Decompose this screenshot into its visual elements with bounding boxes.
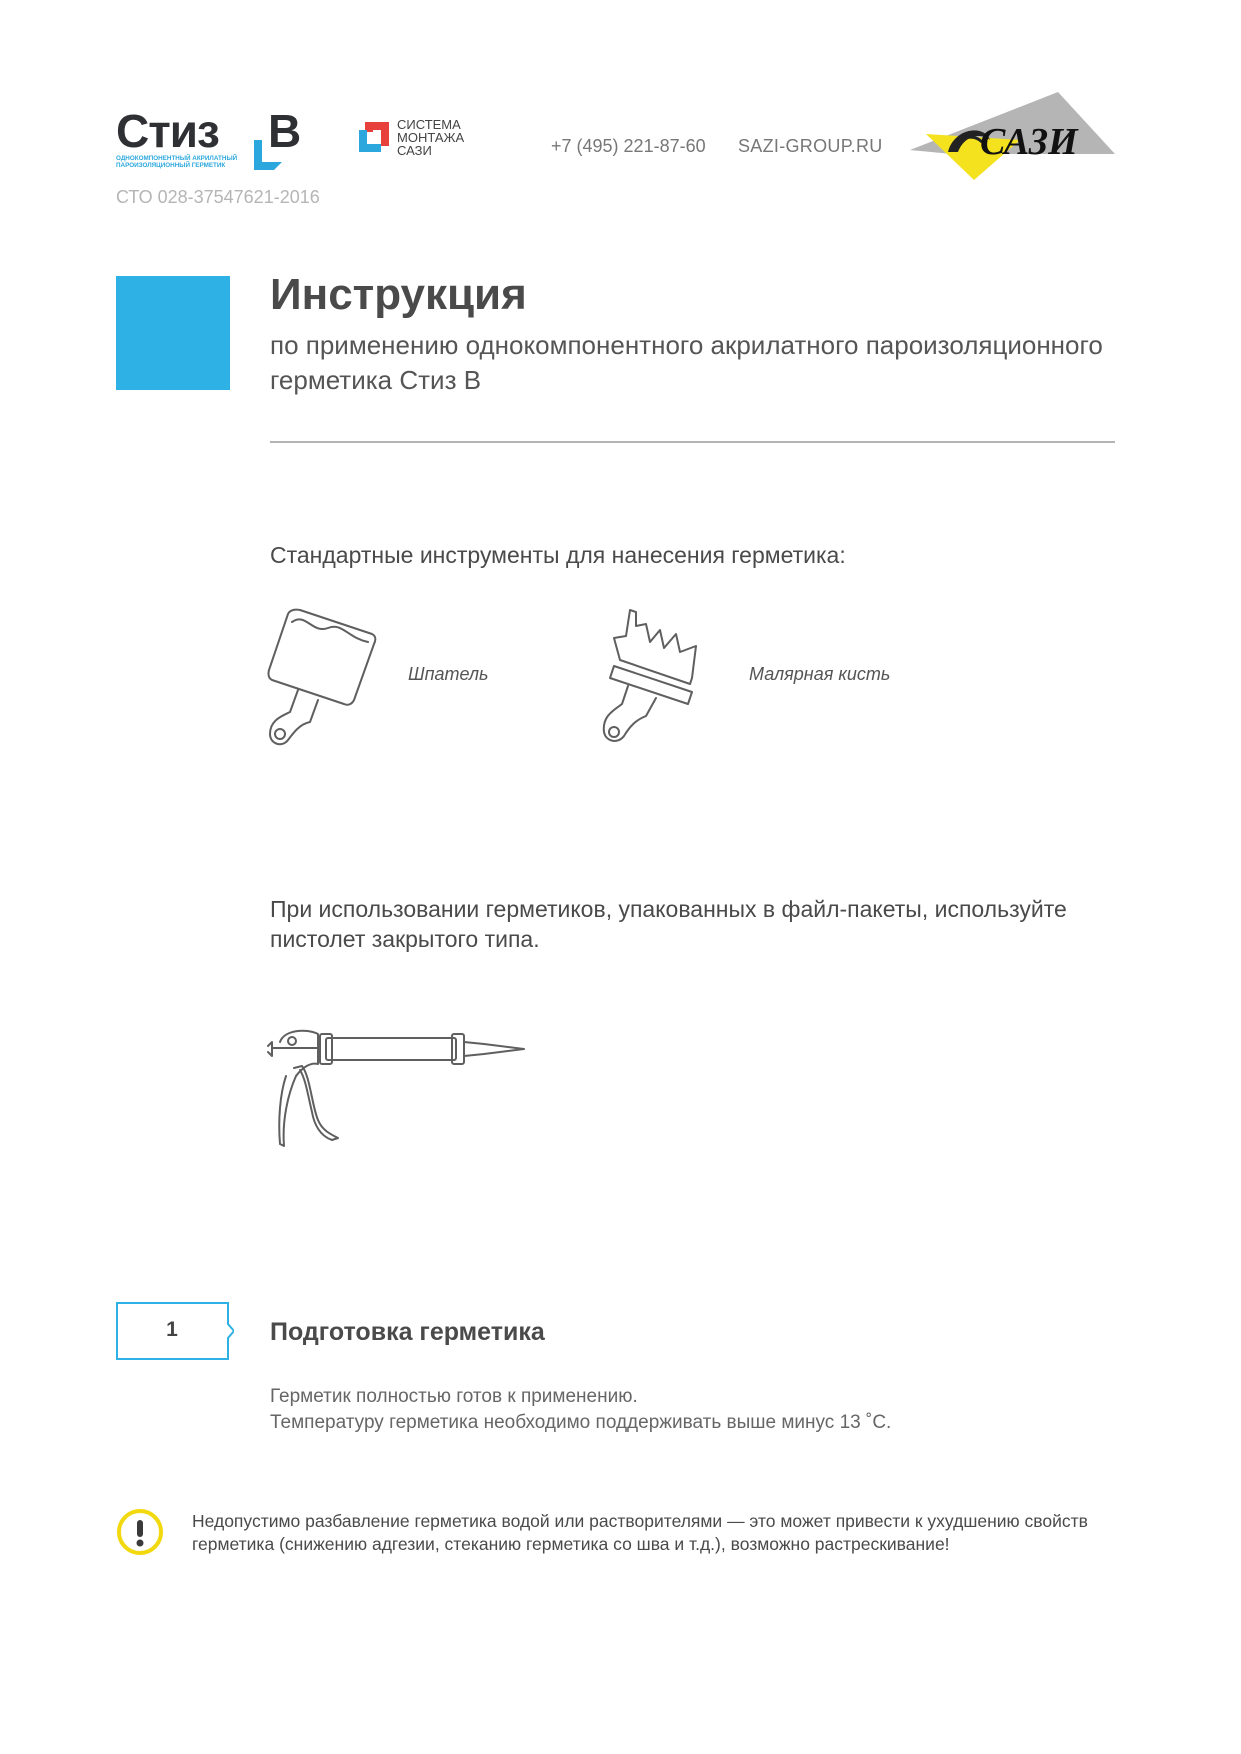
step-title: Подготовка герметика: [270, 1318, 545, 1346]
system-logo-text: [397, 118, 464, 157]
title-divider: [270, 441, 1115, 443]
company-logo: [910, 92, 1115, 186]
page-subtitle: по применению однокомпонентного акрилатного пароизоляционного герметика Стиз В: [270, 330, 1103, 395]
accent-square: [116, 276, 230, 390]
system-logo-icon: [359, 122, 389, 152]
company-logo-text: САЗИ: [980, 121, 1078, 163]
spatula-label: Шпатель: [408, 664, 489, 684]
system-logo: [359, 116, 489, 158]
system-logo-line-1: СИСТЕМА: [397, 117, 461, 132]
system-logo-line-2: МОНТАЖА: [397, 130, 465, 145]
step-description: [270, 1384, 1130, 1436]
tools-heading: Стандартные инструменты для нанесения герметика:: [270, 542, 846, 568]
standard-number: СТО 028-37547621-2016: [116, 187, 320, 207]
phone-number[interactable]: +7 (495) 221-87-60: [551, 136, 706, 156]
spatula-icon: [266, 608, 378, 748]
step-line: Температуру герметика необходимо поддерживать выше минус 13 ˚С.: [270, 1412, 892, 1433]
gun-instruction: При использовании герметиков, упакованных в файл-пакеты, используйте пистолет закрытого типа.: [270, 896, 1067, 952]
page-title: Инструкция: [270, 270, 527, 319]
paint-brush-icon: [600, 608, 712, 748]
system-logo-line-3: САЗИ: [397, 143, 432, 158]
brand-letter: В: [268, 105, 302, 157]
website-link[interactable]: SAZI-GROUP.RU: [738, 136, 883, 156]
brand-tagline: ОДНОКОМПОНЕНТНЫЙ АКРИЛАТНЫЙ ПАРОИЗОЛЯЦИОННЫЙ ГЕРМЕТИК: [116, 155, 238, 169]
exclamation-icon: [116, 1508, 164, 1556]
warning-text: Недопустимо разбавление герметика водой или растворителями — это может привести к ухудшению свойств герметика (снижению адгезии, стеканию герметика со шва и т.д.), возможно растрескивание!: [192, 1511, 1088, 1554]
paint-brush-label: Малярная кисть: [749, 664, 891, 684]
step-number: 1: [166, 1318, 178, 1341]
caulking-gun-icon: [266, 1024, 526, 1148]
step-line: Герметик полностью готов к применению.: [270, 1386, 638, 1407]
brand-name: Стиз: [116, 105, 219, 157]
brand-logo: [116, 105, 316, 172]
